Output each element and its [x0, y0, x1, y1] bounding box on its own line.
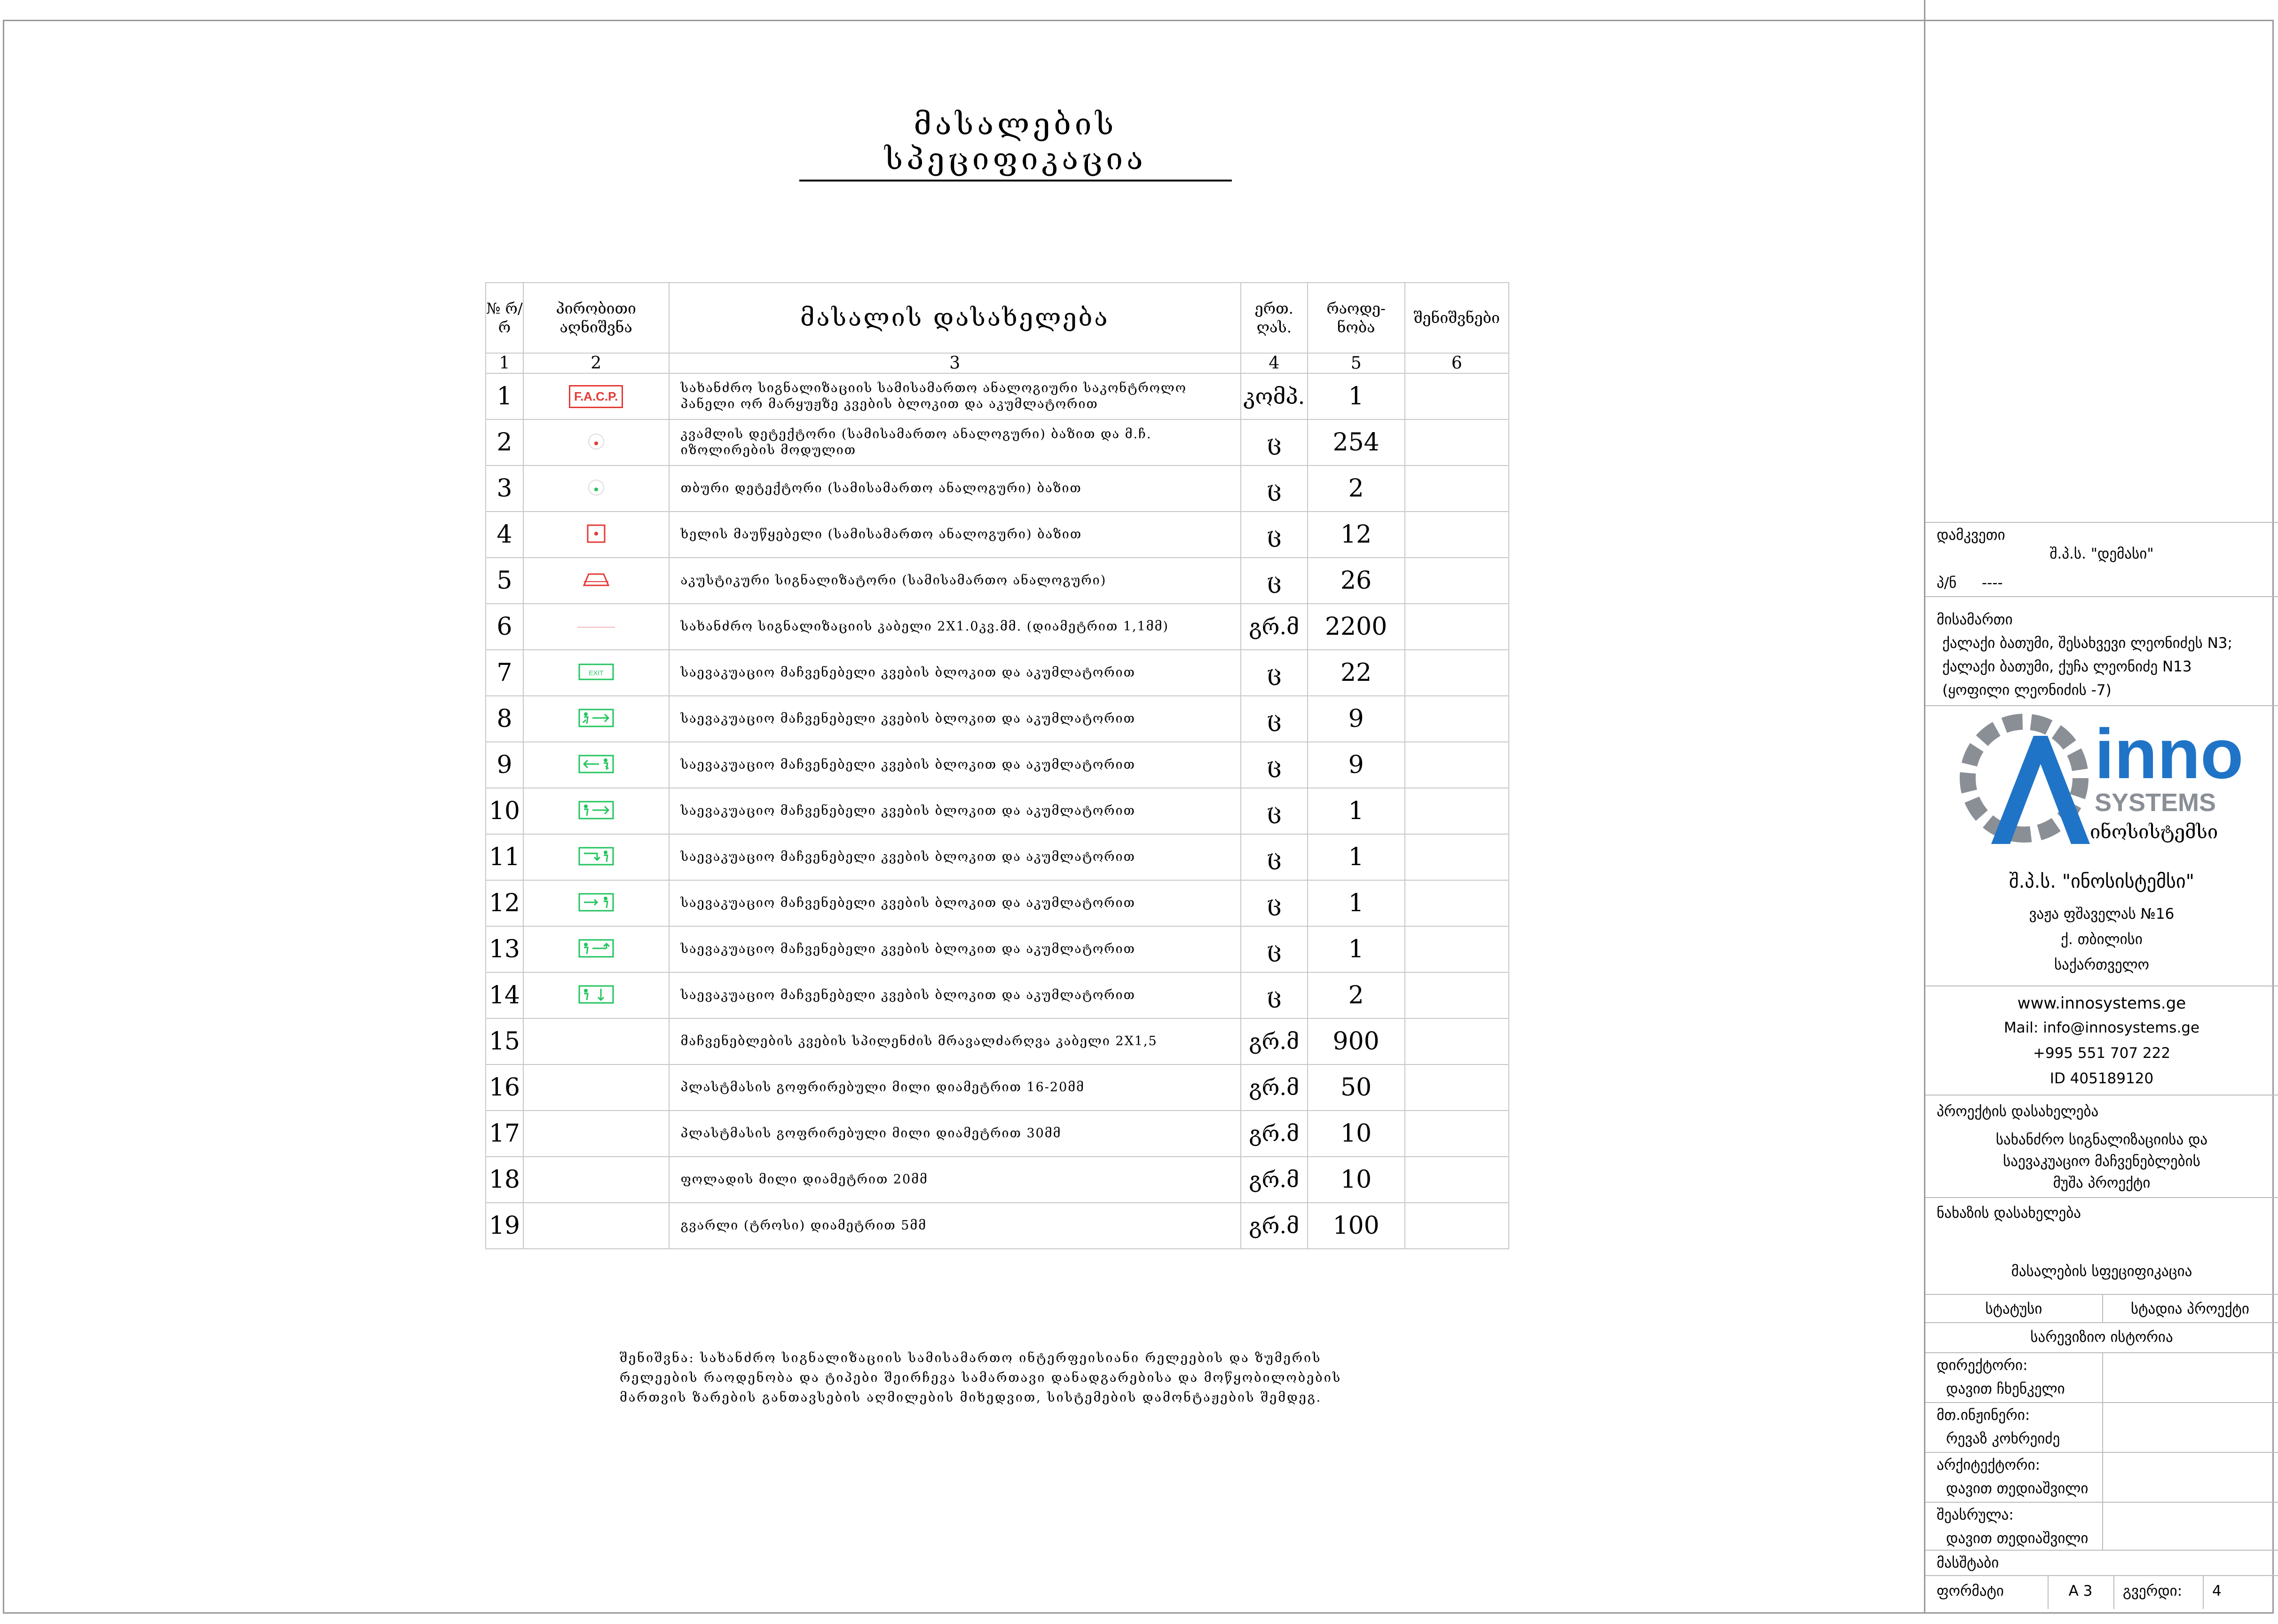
- divider: [1925, 1197, 2278, 1198]
- row-num: 5: [486, 558, 523, 604]
- exit-arrow-down-icon: [578, 846, 614, 867]
- row-qty: 2: [1308, 465, 1405, 512]
- row-name: ფოლადის მილი დიამეტრით 20მმ: [669, 1157, 1241, 1203]
- row-note: [1405, 788, 1509, 834]
- row-unit: ც: [1241, 926, 1308, 972]
- row-qty: 2: [1308, 972, 1405, 1018]
- index-cell: 3: [669, 353, 1241, 373]
- divider: [1925, 985, 2278, 986]
- row-note: [1405, 373, 1509, 419]
- exit-arrow-left-icon: [578, 754, 614, 774]
- phone: +995 551 707 222: [2033, 1045, 2171, 1062]
- row-name: საევაკუაციო მაჩვენებელი კვების ბლოკით და აკუმლატორით: [669, 972, 1241, 1018]
- company-address-3: საქართველო: [2054, 956, 2150, 973]
- row-name: გვარლი (ტროსი) დიამეტრით 5მმ: [669, 1203, 1241, 1249]
- row-name: საევაკუაციო მაჩვენებელი კვების ბლოკით და აკუმლატორით: [669, 880, 1241, 926]
- row-name: თბური დეტექტორი (სამისამართო ანალოგური) ბაზით: [669, 465, 1241, 512]
- project-line-3: მუშა პროექტი: [2053, 1175, 2151, 1191]
- sounder-icon: [582, 570, 610, 589]
- row-qty: 254: [1308, 419, 1405, 465]
- row-num: 13: [486, 926, 523, 972]
- row-unit: გრ.მ: [1241, 1157, 1308, 1203]
- divider: [1925, 1095, 2278, 1096]
- exit-arrow-corner-icon: [578, 892, 614, 913]
- page-value: 4: [2212, 1583, 2222, 1600]
- architect-name: დავით თედიაშვილი: [1946, 1480, 2089, 1497]
- row-unit: გრ.მ: [1241, 1064, 1308, 1111]
- divider: [1925, 705, 2278, 706]
- divider: [1925, 522, 2278, 523]
- divider: [2113, 1575, 2114, 1609]
- header-note: შენიშვნები: [1405, 283, 1509, 353]
- row-unit: გრ.მ: [1241, 1018, 1308, 1064]
- table-row: [486, 558, 1509, 604]
- row-note: [1405, 419, 1509, 465]
- row-unit: ც: [1241, 972, 1308, 1018]
- divider: [2203, 1575, 2204, 1609]
- row-name: სახანძრო სიგნალიზაციის სამისამართო ანალოგიური საკონტროლო პანელი ორ მარყუჟზე კვების ბლოკით და აკუმლატორით: [669, 373, 1241, 419]
- exit-sign-text: EXIT: [589, 669, 604, 677]
- row-note: [1405, 926, 1509, 972]
- row-unit: ც: [1241, 742, 1308, 788]
- cable-line-icon: [577, 625, 615, 630]
- row-note: [1405, 880, 1509, 926]
- row-num: 15: [486, 1018, 523, 1064]
- header-num: № რ/რ: [486, 283, 523, 353]
- divider: [1925, 1294, 2278, 1295]
- row-note: [1405, 1111, 1509, 1157]
- address-label: მისამართი: [1937, 611, 2013, 628]
- row-qty: 1: [1308, 373, 1405, 419]
- client-label: დამკვეთი: [1937, 527, 2005, 544]
- header-qty: რაოდე- ნობა: [1308, 283, 1405, 353]
- row-name: პლასტმასის გოფრირებული მილი დიამეტრით 16-20მმ: [669, 1064, 1241, 1111]
- row-num: 10: [486, 788, 523, 834]
- row-qty: 2200: [1308, 604, 1405, 650]
- row-unit: გრ.მ: [1241, 1203, 1308, 1249]
- row-name: პლასტმასის გოფრირებული მილი დიამეტრით 30მმ: [669, 1111, 1241, 1157]
- divider: [1925, 1550, 2278, 1551]
- row-num: 4: [486, 512, 523, 558]
- row-num: 11: [486, 834, 523, 880]
- format-value: A 3: [2068, 1583, 2093, 1600]
- table-row: [486, 788, 1509, 834]
- row-name: სახანძრო სიგნალიზაციის კაბელი 2X1.0კვ.მმ. (დიამეტრით 1,1მმ): [669, 604, 1241, 650]
- row-num: 19: [486, 1203, 523, 1249]
- row-note: [1405, 558, 1509, 604]
- row-qty: 10: [1308, 1157, 1405, 1203]
- index-cell: 4: [1241, 353, 1308, 373]
- table-row: [486, 880, 1509, 926]
- divider: [1925, 1502, 2278, 1503]
- row-num: 14: [486, 972, 523, 1018]
- row-unit: გრ.მ: [1241, 604, 1308, 650]
- company-address-2: ქ. თბილისი: [2061, 931, 2143, 948]
- client-value: შ.პ.ს. "დემასი": [2049, 545, 2154, 562]
- row-note: [1405, 650, 1509, 696]
- row-num: 7: [486, 650, 523, 696]
- row-name: საევაკუაციო მაჩვენებელი კვების ბლოკით და აკუმლატორით: [669, 834, 1241, 880]
- table-row: [486, 1111, 1509, 1157]
- table-row: [486, 972, 1509, 1018]
- index-cell: 5: [1308, 353, 1405, 373]
- row-num: 8: [486, 696, 523, 742]
- index-row: [486, 353, 1509, 373]
- row-note: [1405, 1018, 1509, 1064]
- row-qty: 50: [1308, 1064, 1405, 1111]
- drawing-value: მასალების სფეციფიკაცია: [2011, 1263, 2192, 1280]
- row-qty: 1: [1308, 926, 1405, 972]
- company-logo: [1954, 708, 2254, 863]
- row-num: 9: [486, 742, 523, 788]
- heat-detector-icon: [587, 478, 606, 497]
- revision-label: სარევიზიო ისტორია: [2030, 1329, 2173, 1346]
- table-row: [486, 1203, 1509, 1249]
- index-cell: 6: [1405, 353, 1509, 373]
- logo-geo: ინოსისტემსი: [2090, 821, 2218, 843]
- table-row: [486, 465, 1509, 512]
- company-name: შ.პ.ს. "ინოსისტემსი": [2009, 871, 2195, 892]
- project-line-1: სახანძრო სიგნალიზაციისა და: [1995, 1131, 2208, 1148]
- document-title: მასალების სპეციფიკაცია: [799, 107, 1232, 181]
- id-value: ----: [1982, 575, 2003, 591]
- row-num: 3: [486, 465, 523, 512]
- row-qty: 1: [1308, 788, 1405, 834]
- exit-arrow-right-icon: [578, 708, 614, 728]
- table-row: [486, 1157, 1509, 1203]
- row-num: 6: [486, 604, 523, 650]
- email[interactable]: Mail: info@innosystems.ge: [2003, 1019, 2200, 1036]
- facp-panel-icon: [523, 373, 669, 419]
- engineer-label: მთ.ინჟინერი:: [1937, 1407, 2030, 1424]
- row-note: [1405, 512, 1509, 558]
- header-row: [486, 283, 1509, 353]
- scale-label: მასშტაბი: [1937, 1554, 1999, 1571]
- divider: [1925, 1575, 2278, 1576]
- row-qty: 12: [1308, 512, 1405, 558]
- website[interactable]: www.innosystems.ge: [2017, 994, 2186, 1013]
- performed-label: შეასრულა:: [1937, 1506, 2014, 1523]
- engineer-name: რევაზ კოხრეიძე: [1946, 1430, 2060, 1447]
- address-line-3: (ყოფილი ლეონიძის -7): [1942, 682, 2112, 699]
- row-unit: ც: [1241, 465, 1308, 512]
- logo-sub: SYSTEMS: [2095, 788, 2216, 817]
- divider: [1925, 1352, 2278, 1353]
- table-row: [486, 650, 1509, 696]
- row-name: საევაკუაციო მაჩვენებელი კვების ბლოკით და აკუმლატორით: [669, 926, 1241, 972]
- row-name: საევაკუაციო მაჩვენებელი კვების ბლოკით და აკუმლატორით: [669, 696, 1241, 742]
- row-name: საევაკუაციო მაჩვენებელი კვების ბლოკით და აკუმლატორით: [669, 788, 1241, 834]
- row-unit: კომპ.: [1241, 373, 1308, 419]
- row-qty: 900: [1308, 1018, 1405, 1064]
- table-row: [486, 1064, 1509, 1111]
- row-note: [1405, 742, 1509, 788]
- materials-table: [485, 282, 1509, 1249]
- row-num: 17: [486, 1111, 523, 1157]
- table-row: [486, 696, 1509, 742]
- address-line-1: ქალაქი ბათუმი, შესახვევი ლეონიძეს N3;: [1942, 635, 2232, 652]
- header-symbol: პირობითი აღნიშვნა: [523, 283, 669, 353]
- project-line-2: საევაკუაციო მაჩვენებლების: [2003, 1153, 2200, 1170]
- id-label: პ/ნ: [1937, 575, 1957, 591]
- address-line-2: ქალაქი ბათუმი, ქუჩა ლეონიძე N13: [1942, 658, 2192, 675]
- drawing-label: ნახაზის დასახელება: [1937, 1205, 2081, 1222]
- row-unit: ც: [1241, 650, 1308, 696]
- row-qty: 10: [1308, 1111, 1405, 1157]
- row-num: 16: [486, 1064, 523, 1111]
- logo-text: inno: [2095, 714, 2244, 793]
- table-row: [486, 742, 1509, 788]
- row-note: [1405, 465, 1509, 512]
- table-row: [486, 373, 1509, 419]
- project-label: პროექტის დასახელება: [1937, 1103, 2099, 1120]
- header-name: მასალის დასახელება: [669, 283, 1241, 353]
- row-num: 2: [486, 419, 523, 465]
- director-label: დირექტორი:: [1937, 1357, 2028, 1374]
- row-unit: ც: [1241, 788, 1308, 834]
- header-unit: ერთ. ღას.: [1241, 283, 1308, 353]
- table-row: [486, 834, 1509, 880]
- format-label: ფორმატი: [1937, 1583, 2004, 1600]
- facp-label: F.A.C.P.: [569, 385, 623, 408]
- exit-arrow-up-icon: [578, 938, 614, 959]
- row-unit: გრ.მ: [1241, 1111, 1308, 1157]
- row-name: ხელის მაუწყებელი (სამისამართო ანალოგური) ბაზით: [669, 512, 1241, 558]
- id-number: ID 405189120: [2049, 1070, 2154, 1087]
- company-address-1: ვაჟა ფშაველას №16: [2029, 906, 2175, 922]
- exit-arrow-right-icon: [578, 800, 614, 820]
- row-note: [1405, 1064, 1509, 1111]
- status-label: სტატუსი: [1985, 1301, 2042, 1317]
- table-row: [486, 419, 1509, 465]
- footnote: შენიშვნა: სახანძრო სიგნალიზაციის სამისამართო ინტერფეისიანი რელეების და ზუმერის რელეების რაოდენობა და ტიპები შეირჩევა სამართავი დანადგარებისა და მოწყობილობების მართვის ზარების განთავსების აღმილების მიხედვით, სისტემების დამონტაჟების შემდეგ.: [620, 1351, 1342, 1405]
- stage-label: სტადია პროექტი: [2131, 1301, 2249, 1317]
- row-unit: ც: [1241, 696, 1308, 742]
- row-name: საევაკუაციო მაჩვენებელი კვების ბლოკით და აკუმლატორით: [669, 650, 1241, 696]
- title-block: [1924, 0, 2277, 1614]
- row-note: [1405, 972, 1509, 1018]
- row-note: [1405, 834, 1509, 880]
- row-name: აკუსტიკური სიგნალიზატორი (სამისამართო ანალოგური): [669, 558, 1241, 604]
- row-qty: 100: [1308, 1203, 1405, 1249]
- row-num: 12: [486, 880, 523, 926]
- architect-label: არქიტექტორი:: [1937, 1457, 2041, 1474]
- table-row: [486, 926, 1509, 972]
- index-cell: 1: [486, 353, 523, 373]
- row-unit: ც: [1241, 419, 1308, 465]
- row-qty: 9: [1308, 742, 1405, 788]
- row-qty: 9: [1308, 696, 1405, 742]
- performed-name: დავით თედიაშვილი: [1946, 1530, 2089, 1547]
- row-name: მაჩვენებლების კვების სპილენძის მრავალძარღვა კაბელი 2X1,5: [669, 1018, 1241, 1064]
- row-note: [1405, 696, 1509, 742]
- index-cell: 2: [523, 353, 669, 373]
- row-unit: ც: [1241, 558, 1308, 604]
- divider: [1925, 1322, 2278, 1323]
- divider: [2102, 1352, 2103, 1550]
- row-name: კვამლის დეტექტორი (სამისამართო ანალოგური) ბაზით და მ.ჩ. იზოლირების მოდულით: [669, 419, 1241, 465]
- row-qty: 1: [1308, 834, 1405, 880]
- director-name: დავით ჩხენკელი: [1946, 1380, 2065, 1397]
- manual-call-point-icon: [586, 523, 607, 544]
- divider: [1925, 1402, 2278, 1403]
- row-note: [1405, 604, 1509, 650]
- exit-sign-icon: [578, 662, 614, 681]
- row-qty: 22: [1308, 650, 1405, 696]
- smoke-detector-icon: [587, 432, 606, 451]
- page-label: გვერდი:: [2123, 1583, 2183, 1600]
- row-name: საევაკუაციო მაჩვენებელი კვების ბლოკით და აკუმლატორით: [669, 742, 1241, 788]
- row-unit: ც: [1241, 834, 1308, 880]
- row-unit: ც: [1241, 512, 1308, 558]
- divider: [1925, 1452, 2278, 1453]
- row-num: 18: [486, 1157, 523, 1203]
- exit-arrow-downward-icon: [578, 984, 614, 1005]
- row-qty: 1: [1308, 880, 1405, 926]
- row-note: [1405, 1157, 1509, 1203]
- row-unit: ც: [1241, 880, 1308, 926]
- row-note: [1405, 1203, 1509, 1249]
- divider: [1925, 596, 2278, 597]
- row-num: 1: [486, 373, 523, 419]
- row-qty: 26: [1308, 558, 1405, 604]
- table-row: [486, 512, 1509, 558]
- table-row: [486, 604, 1509, 650]
- table-row: [486, 1018, 1509, 1064]
